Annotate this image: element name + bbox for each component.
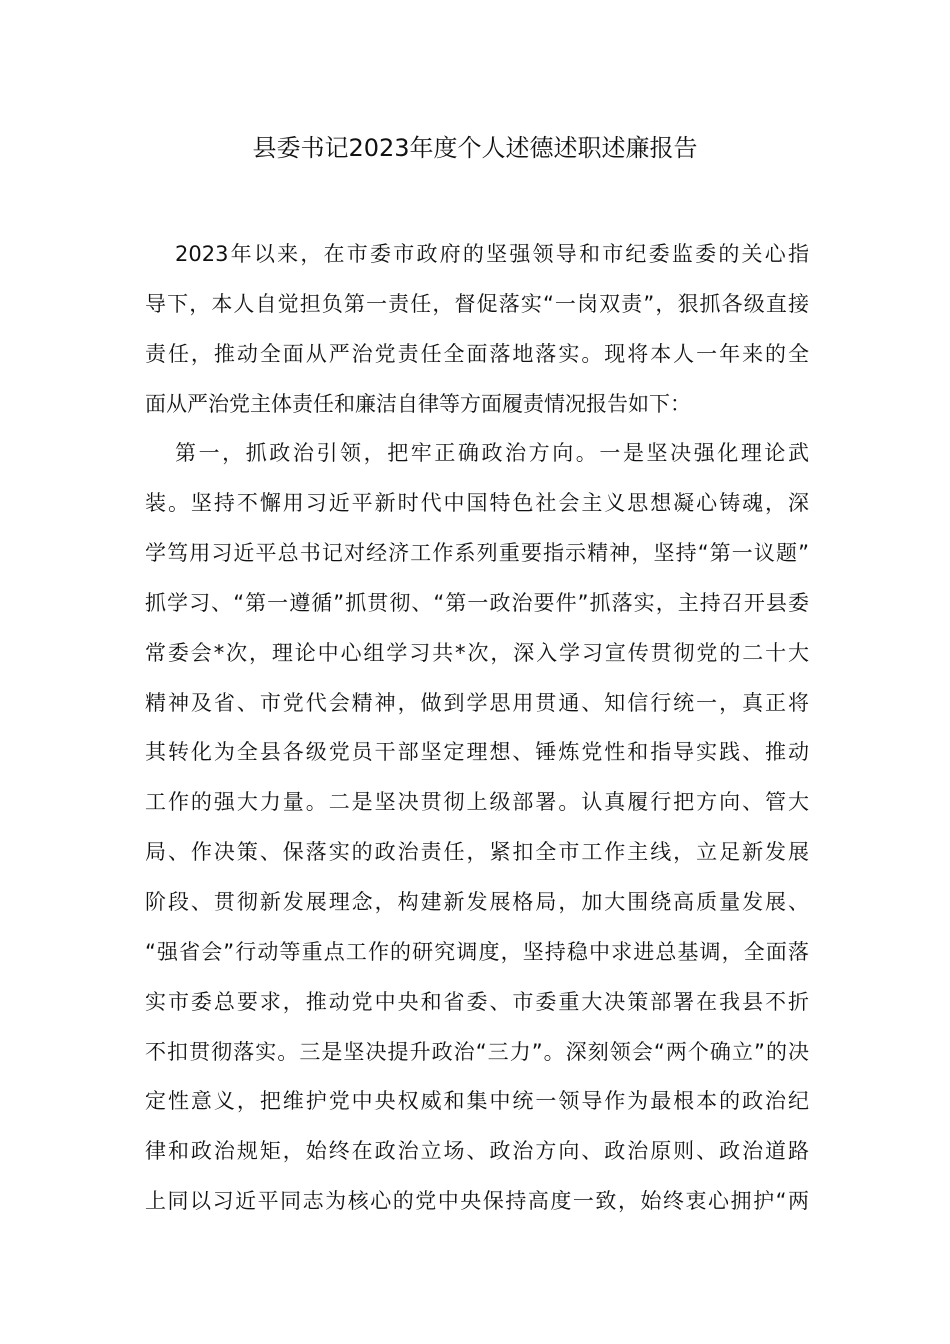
paragraph-line: 律和政治规矩，始终在政治立场、政治方向、政治原则、政治道路 — [145, 1139, 809, 1164]
paragraph-line: 责任，推动全面从严治党责任全面落地落实。现将本人一年来的全 — [145, 341, 809, 366]
document-title: 县委书记2023年度个人述德述职述廉报告 — [252, 134, 698, 162]
paragraph-line: 定性意义，把维护党中央权威和集中统一领导作为最根本的政治纪 — [145, 1089, 809, 1114]
paragraph-line: 面从严治党主体责任和廉洁自律等方面履责情况报告如下： — [145, 391, 691, 416]
paragraph-line: “强省会”行动等重点工作的研究调度，坚持稳中求进总基调，全面落 — [145, 939, 809, 964]
paragraph-line: 局、作决策、保落实的政治责任，紧扣全市工作主线，立足新发展 — [145, 840, 809, 865]
paragraph-line: 工作的强大力量。二是坚决贯彻上级部署。认真履行把方向、管大 — [145, 790, 809, 815]
paragraph-line: 实市委总要求，推动党中央和省委、市委重大决策部署在我县不折 — [145, 989, 809, 1014]
document-body — [145, 230, 809, 1227]
paragraph-line: 第一，抓政治引领，把牢正确政治方向。一是坚决强化理论武 — [175, 441, 809, 466]
paragraph-line: 其转化为全县各级党员干部坚定理想、锤炼党性和指导实践、推动 — [145, 740, 809, 765]
paragraph-line: 学笃用习近平总书记对经济工作系列重要指示精神，坚持“第一议题” — [145, 541, 809, 566]
paragraph-line: 上同以习近平同志为核心的党中央保持高度一致，始终衷心拥护“两 — [145, 1189, 809, 1214]
paragraph-line: 阶段、贯彻新发展理念，构建新发展格局，加大围绕高质量发展、 — [145, 889, 809, 914]
paragraph-line: 不扣贯彻落实。三是坚决提升政治“三力”。深刻领会“两个确立”的决 — [145, 1039, 809, 1064]
paragraph-line: 装。坚持不懈用习近平新时代中国特色社会主义思想凝心铸魂，深 — [145, 491, 809, 516]
paragraph-line: 导下，本人自觉担负第一责任，督促落实“一岗双责”，狠抓各级直接 — [145, 291, 809, 316]
paragraph-line: 精神及省、市党代会精神，做到学思用贯通、知信行统一，真正将 — [145, 690, 809, 715]
paragraph-line: 2023年以来，在市委市政府的坚强领导和市纪委监委的关心指 — [175, 242, 809, 266]
paragraph-line: 常委会*次，理论中心组学习共*次，深入学习宣传贯彻党的二十大 — [145, 640, 809, 665]
paragraph-line: 抓学习、“第一遵循”抓贯彻、“第一政治要件”抓落实，主持召开县委 — [145, 590, 809, 615]
